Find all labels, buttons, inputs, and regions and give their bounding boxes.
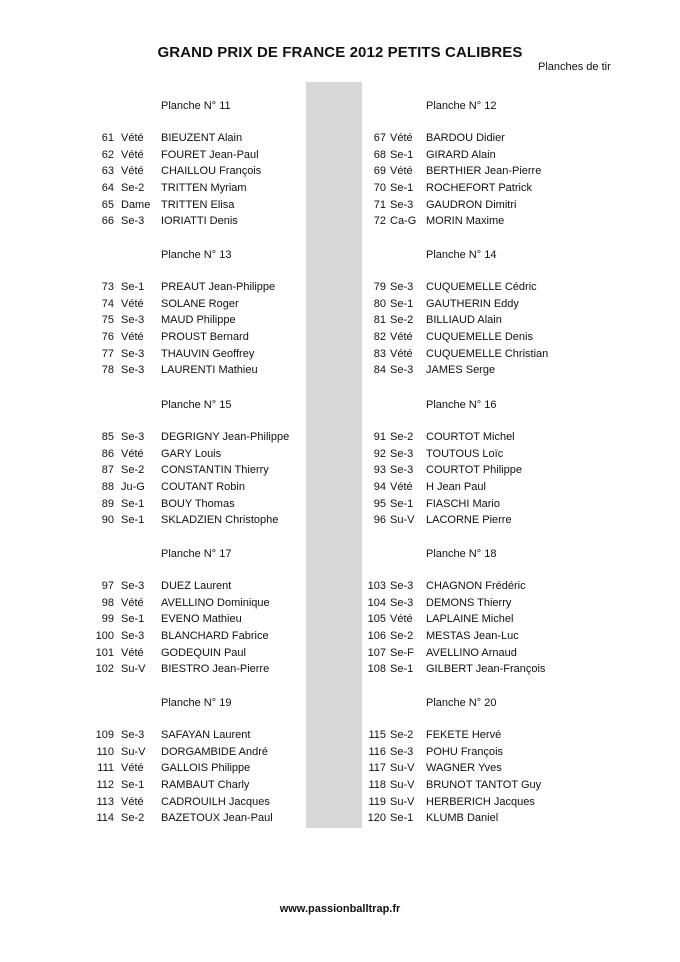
shooter-number: 113 xyxy=(96,796,114,808)
shooter-number: 71 xyxy=(373,199,386,211)
shooter-number: 101 xyxy=(95,647,114,659)
shooter-category: Se-1 xyxy=(390,498,414,510)
shooter-number: 79 xyxy=(373,281,386,293)
shooter-number: 65 xyxy=(101,199,114,211)
shooter-row xyxy=(0,130,680,146)
shooter-name: BAZETOUX Jean-Paul xyxy=(161,812,273,824)
shooter-row xyxy=(0,180,680,196)
shooter-category: Se-3 xyxy=(390,746,414,758)
shooter-number: 104 xyxy=(367,597,386,609)
shooter-number: 80 xyxy=(373,298,386,310)
shooter-number: 93 xyxy=(373,464,386,476)
shooter-number: 114 xyxy=(96,812,114,824)
shooter-name: TRITTEN Elisa xyxy=(161,199,235,211)
shooter-name: CUQUEMELLE Cédric xyxy=(426,281,537,293)
shooter-number: 109 xyxy=(95,729,114,741)
shooter-row xyxy=(0,810,680,826)
shooter-category: Se-3 xyxy=(390,597,414,609)
shooter-name: MESTAS Jean-Luc xyxy=(426,630,519,642)
shooter-number: 87 xyxy=(101,464,114,476)
shooter-category: Se-3 xyxy=(121,364,145,376)
shooter-name: FIASCHI Mario xyxy=(426,498,500,510)
shooter-number: 86 xyxy=(101,448,114,460)
shooter-name: BARDOU Didier xyxy=(426,132,505,144)
shooter-category: Se-2 xyxy=(121,464,145,476)
planche-header: Planche N° 12 xyxy=(426,100,497,112)
shooter-category: Se-3 xyxy=(121,314,145,326)
shooter-number: 84 xyxy=(373,364,386,376)
shooter-number: 95 xyxy=(373,498,386,510)
shooter-number: 97 xyxy=(101,580,114,592)
shooter-category: Se-3 xyxy=(390,464,414,476)
planche-header: Planche N° 20 xyxy=(426,697,497,709)
shooter-name: DEMONS Thierry xyxy=(426,597,512,609)
shooter-number: 74 xyxy=(101,298,114,310)
shooter-category: Vété xyxy=(121,796,144,808)
shooter-name: CHAILLOU François xyxy=(161,165,262,177)
shooter-row xyxy=(0,777,680,793)
shooter-number: 96 xyxy=(373,514,386,526)
shooter-name: EVENO Mathieu xyxy=(161,613,242,625)
shooter-number: 102 xyxy=(95,663,114,675)
shooter-category: Vété xyxy=(121,762,144,774)
shooter-number: 90 xyxy=(101,514,114,526)
shooter-name: TRITTEN Myriam xyxy=(161,182,247,194)
shooter-category: Se-1 xyxy=(121,613,145,625)
shooter-name: BOUY Thomas xyxy=(161,498,235,510)
shooter-category: Se-2 xyxy=(390,630,414,642)
shooter-name: BERTHIER Jean-Pierre xyxy=(426,165,542,177)
shooter-row xyxy=(0,512,680,528)
shooter-number: 107 xyxy=(367,647,386,659)
shooter-number: 72 xyxy=(373,215,386,227)
planche-header: Planche N° 18 xyxy=(426,548,497,560)
shooter-number: 119 xyxy=(368,796,386,808)
shooter-number: 89 xyxy=(101,498,114,510)
shooter-row xyxy=(0,611,680,627)
shooter-category: Se-1 xyxy=(390,663,414,675)
shooter-row xyxy=(0,479,680,495)
shooter-name: GALLOIS Philippe xyxy=(161,762,251,774)
shooter-number: 120 xyxy=(367,812,386,824)
shooter-category: Vété xyxy=(121,165,144,177)
shooter-name: BILLIAUD Alain xyxy=(426,314,502,326)
shooter-name: JAMES Serge xyxy=(426,364,496,376)
shooter-number: 115 xyxy=(368,729,386,741)
shooter-category: Vété xyxy=(121,132,144,144)
footer-url: www.passionballtrap.fr xyxy=(279,903,401,915)
shooter-name: LACORNE Pierre xyxy=(426,514,512,526)
shooter-number: 88 xyxy=(101,481,114,493)
shooter-row xyxy=(0,197,680,213)
shooter-category: Ju-G xyxy=(121,481,145,493)
shooter-category: Se-1 xyxy=(121,498,145,510)
shooter-category: Vété xyxy=(390,132,413,144)
shooter-row xyxy=(0,429,680,445)
shooter-category: Se-2 xyxy=(390,314,414,326)
shooter-row xyxy=(0,595,680,611)
shooter-category: Dame xyxy=(121,199,151,211)
shooter-name: MORIN Maxime xyxy=(426,215,505,227)
shooter-category: Se-3 xyxy=(390,281,414,293)
shooter-number: 110 xyxy=(96,746,114,758)
shooter-name: CADROUILH Jacques xyxy=(161,796,270,808)
shooter-category: Se-3 xyxy=(121,729,145,741)
planche-header: Planche N° 17 xyxy=(161,548,232,560)
shooter-number: 82 xyxy=(373,331,386,343)
shooter-name: TOUTOUS Loïc xyxy=(426,448,504,460)
shooter-name: BRUNOT TANTOT Guy xyxy=(426,779,542,791)
shooter-name: SKLADZIEN Christophe xyxy=(161,514,279,526)
shooter-name: CUQUEMELLE Christian xyxy=(426,348,549,360)
shooter-name: BLANCHARD Fabrice xyxy=(161,630,269,642)
shooter-name: H Jean Paul xyxy=(426,481,486,493)
shooter-category: Se-3 xyxy=(121,630,145,642)
shooter-number: 116 xyxy=(368,746,386,758)
shooter-row xyxy=(0,312,680,328)
shooter-number: 108 xyxy=(367,663,386,675)
shooter-name: MAUD Philippe xyxy=(161,314,236,326)
shooter-row xyxy=(0,362,680,378)
shooter-name: PROUST Bernard xyxy=(161,331,249,343)
shooter-category: Se-1 xyxy=(390,182,414,194)
shooter-number: 67 xyxy=(373,132,386,144)
page-title: GRAND PRIX DE FRANCE 2012 PETITS CALIBRES xyxy=(157,44,523,61)
shooter-name: IORIATTI Denis xyxy=(161,215,238,227)
shooter-number: 118 xyxy=(368,779,386,791)
shooter-name: CUQUEMELLE Denis xyxy=(426,331,533,343)
planche-header: Planche N° 15 xyxy=(161,399,232,411)
shooter-row xyxy=(0,446,680,462)
shooter-row xyxy=(0,346,680,362)
shooter-category: Se-2 xyxy=(121,812,145,824)
shooter-row xyxy=(0,760,680,776)
shooter-number: 103 xyxy=(367,580,386,592)
shooter-category: Vété xyxy=(121,331,144,343)
shooter-category: Se-3 xyxy=(121,580,145,592)
shooter-name: DEGRIGNY Jean-Philippe xyxy=(161,431,290,443)
shooter-number: 61 xyxy=(101,132,114,144)
shooter-category: Vété xyxy=(390,481,413,493)
shooter-category: Su-V xyxy=(390,779,415,791)
shooter-name: SAFAYAN Laurent xyxy=(161,729,251,741)
shooter-name: PREAUT Jean-Philippe xyxy=(161,281,276,293)
shooter-name: GAUTHERIN Eddy xyxy=(426,298,519,310)
shooter-number: 73 xyxy=(101,281,114,293)
shooter-row xyxy=(0,578,680,594)
shooter-row xyxy=(0,329,680,345)
shooter-category: Se-1 xyxy=(121,514,145,526)
planche-header: Planche N° 14 xyxy=(426,249,497,261)
shooter-number: 66 xyxy=(101,215,114,227)
shooter-name: ROCHEFORT Patrick xyxy=(426,182,532,194)
planche-header: Planche N° 11 xyxy=(161,100,231,112)
planche-header: Planche N° 16 xyxy=(426,399,497,411)
shooter-number: 62 xyxy=(101,149,114,161)
shooter-category: Se-2 xyxy=(390,431,414,443)
shooter-number: 81 xyxy=(373,314,386,326)
shooter-category: Vété xyxy=(121,647,144,659)
shooter-row xyxy=(0,744,680,760)
shooter-name: GODEQUIN Paul xyxy=(161,647,246,659)
shooter-category: Su-V xyxy=(390,762,415,774)
shooter-name: SOLANE Roger xyxy=(161,298,239,310)
shooter-number: 76 xyxy=(101,331,114,343)
shooter-name: GILBERT Jean-François xyxy=(426,663,546,675)
shooter-number: 75 xyxy=(101,314,114,326)
shooter-category: Su-V xyxy=(390,514,415,526)
shooter-category: Vété xyxy=(390,165,413,177)
shooter-category: Se-1 xyxy=(121,779,145,791)
shooter-name: BIESTRO Jean-Pierre xyxy=(161,663,270,675)
planche-header: Planche N° 19 xyxy=(161,697,232,709)
shooter-category: Se-3 xyxy=(390,199,414,211)
shooter-category: Su-V xyxy=(121,663,146,675)
shooter-category: Se-1 xyxy=(390,812,414,824)
shooter-number: 78 xyxy=(101,364,114,376)
shooter-category: Se-2 xyxy=(121,182,145,194)
shooter-category: Se-3 xyxy=(390,448,414,460)
shooter-name: GAUDRON Dimitri xyxy=(426,199,517,211)
shooter-category: Vété xyxy=(390,348,413,360)
shooter-category: Su-V xyxy=(121,746,146,758)
shooter-name: GARY Louis xyxy=(161,448,222,460)
shooter-category: Vété xyxy=(121,597,144,609)
shooter-row xyxy=(0,628,680,644)
shooter-name: BIEUZENT Alain xyxy=(161,132,243,144)
shooter-number: 64 xyxy=(101,182,114,194)
shooter-category: Vété xyxy=(121,149,144,161)
shooter-number: 91 xyxy=(373,431,386,443)
shooter-number: 69 xyxy=(373,165,386,177)
shooter-name: COURTOT Philippe xyxy=(426,464,522,476)
shooter-category: Se-3 xyxy=(390,364,414,376)
shooter-row xyxy=(0,279,680,295)
shooter-category: Su-V xyxy=(390,796,415,808)
shooter-number: 77 xyxy=(101,348,114,360)
shooter-number: 70 xyxy=(373,182,386,194)
shooter-category: Se-3 xyxy=(121,348,145,360)
shooter-number: 100 xyxy=(95,630,114,642)
shooter-name: WAGNER Yves xyxy=(426,762,502,774)
shooter-number: 92 xyxy=(373,448,386,460)
shooter-category: Ca-G xyxy=(390,215,417,227)
shooter-category: Se-1 xyxy=(390,149,414,161)
shooter-name: RAMBAUT Charly xyxy=(161,779,250,791)
shooter-category: Se-3 xyxy=(390,580,414,592)
shooter-row xyxy=(0,727,680,743)
shooter-number: 68 xyxy=(373,149,386,161)
shooter-name: DUEZ Laurent xyxy=(161,580,232,592)
shooter-name: THAUVIN Geoffrey xyxy=(161,348,255,360)
shooter-row xyxy=(0,213,680,229)
shooter-category: Vété xyxy=(390,613,413,625)
shooter-name: COUTANT Robin xyxy=(161,481,245,493)
shooter-name: AVELLINO Dominique xyxy=(161,597,270,609)
shooter-category: Se-1 xyxy=(390,298,414,310)
shooter-row xyxy=(0,147,680,163)
shooter-row xyxy=(0,462,680,478)
shooter-row xyxy=(0,645,680,661)
shooter-name: CONSTANTIN Thierry xyxy=(161,464,269,476)
planche-header: Planche N° 13 xyxy=(161,249,232,261)
shooter-category: Vété xyxy=(121,448,144,460)
shooter-row xyxy=(0,794,680,810)
shooter-name: KLUMB Daniel xyxy=(426,812,499,824)
shooter-number: 106 xyxy=(367,630,386,642)
shooter-category: Se-2 xyxy=(390,729,414,741)
shooter-category: Se-3 xyxy=(121,215,145,227)
shooter-number: 83 xyxy=(373,348,386,360)
shooter-name: FEKETE Hervé xyxy=(426,729,502,741)
shooter-name: HERBERICH Jacques xyxy=(426,796,535,808)
shooter-number: 99 xyxy=(101,613,114,625)
shooter-name: FOURET Jean-Paul xyxy=(161,149,259,161)
shooter-number: 105 xyxy=(367,613,386,625)
shooter-row xyxy=(0,661,680,677)
shooter-name: LAURENTI Mathieu xyxy=(161,364,258,376)
page-subtitle: Planches de tir xyxy=(538,61,611,73)
shooter-row xyxy=(0,163,680,179)
shooter-row xyxy=(0,496,680,512)
shooter-name: AVELLINO Arnaud xyxy=(426,647,517,659)
shooter-name: CHAGNON Frédéric xyxy=(426,580,526,592)
shooter-number: 112 xyxy=(96,779,114,791)
shooter-category: Vété xyxy=(121,298,144,310)
shooter-row xyxy=(0,296,680,312)
shooter-number: 94 xyxy=(373,481,386,493)
shooter-name: DORGAMBIDE André xyxy=(161,746,268,758)
shooter-number: 63 xyxy=(101,165,114,177)
shooter-category: Se-F xyxy=(390,647,414,659)
shooter-name: COURTOT Michel xyxy=(426,431,515,443)
shooter-number: 117 xyxy=(368,762,386,774)
shooter-category: Se-3 xyxy=(121,431,145,443)
shooter-number: 85 xyxy=(101,431,114,443)
shooter-category: Vété xyxy=(390,331,413,343)
shooter-name: GIRARD Alain xyxy=(426,149,496,161)
shooter-number: 111 xyxy=(97,762,114,774)
shooter-name: POHU François xyxy=(426,746,504,758)
shooter-category: Se-1 xyxy=(121,281,145,293)
shooter-name: LAPLAINE Michel xyxy=(426,613,514,625)
shooter-number: 98 xyxy=(101,597,114,609)
